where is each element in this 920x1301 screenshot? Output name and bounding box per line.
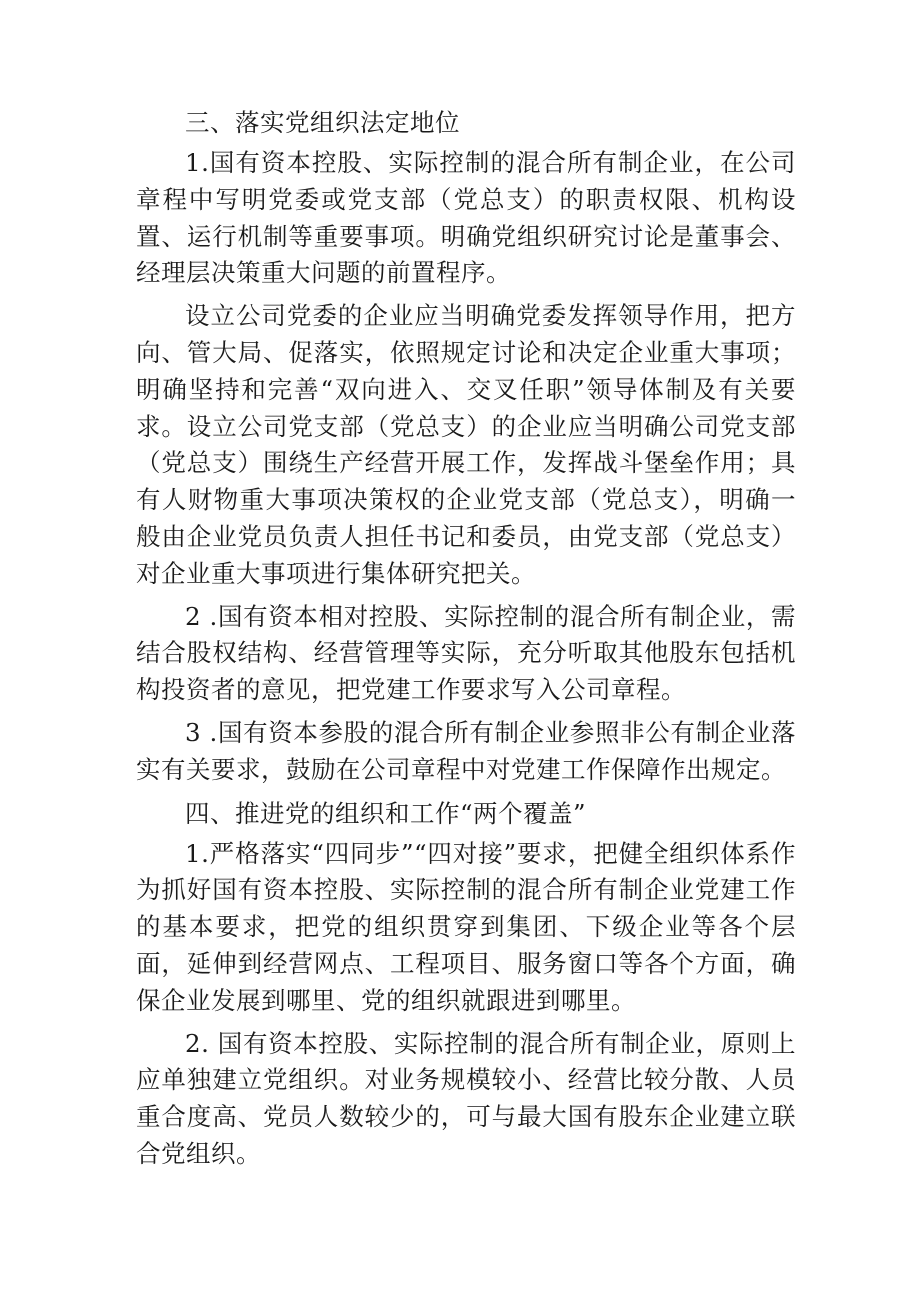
section-4-paragraph-1: 1.严格落实“四同步”“四对接”要求，把健全组织体系作为抓好国有资本控股、实际控制的混合所有制企业党建工作的基本要求，把党的组织贯穿到集团、下级企业等各个层面，延伸到经营网点、工程项目、服务窗口等各个方面，确保企业发展到哪里、党的组织就跟进到哪里。 xyxy=(136,838,796,1015)
section-3-paragraph-4: 3 .国有资本参股的混合所有制企业参照非公有制企业落实有关要求，鼓励在公司章程中对党建工作保障作出规定。 xyxy=(136,717,796,784)
section-3-paragraph-1: 1.国有资本控股、实际控制的混合所有制企业，在公司章程中写明党委或党支部（党总支）的职责权限、机构设置、运行机制等重要事项。明确党组织研究讨论是董事会、经理层决策重大问题的前置程序。 xyxy=(136,148,796,288)
section-3-paragraph-3: 2 .国有资本相对控股、实际控制的混合所有制企业，需结合股权结构、经营管理等实际，充分听取其他股东包括机构投资者的意见，把党建工作要求写入公司章程。 xyxy=(136,601,796,705)
document-body xyxy=(136,104,796,1179)
section-4-paragraph-2: 2. 国有资本控股、实际控制的混合所有制企业，原则上应单独建立党组织。对业务规模较小、经营比较分散、人员重合度高、党员人数较少的，可与最大国有股东企业建立联合党组织。 xyxy=(136,1028,796,1168)
section-4-heading: 四、推进党的组织和工作“两个覆盖” xyxy=(185,798,587,828)
section-3-heading: 三、落实党组织法定地位 xyxy=(185,108,460,137)
section-3-paragraph-2: 设立公司党委的企业应当明确党委发挥领导作用，把方向、管大局、促落实，依照规定讨论和决定企业重大事项；明确坚持和完善“双向进入、交叉任职”领导体制及有关要求。设立公司党支部（党总支）的企业应当明确公司党支部（党总支）围绕生产经营开展工作，发挥战斗堡垒作用；具有人财物重大事项决策权的企业党支部（党总支），明确一般由企业党员负责人担任书记和委员，由党支部（党总支）对企业重大事项进行集体研究把关。 xyxy=(136,301,796,588)
